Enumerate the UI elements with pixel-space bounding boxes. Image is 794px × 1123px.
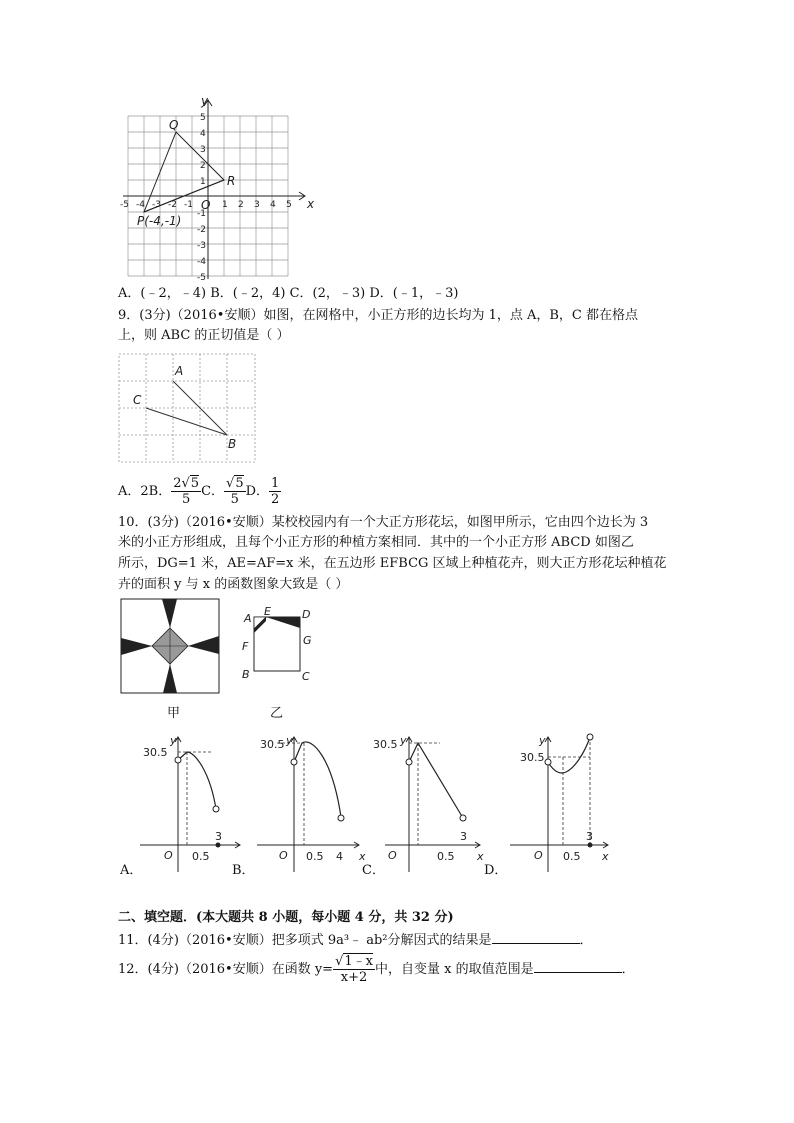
q9-option-d-fraction: $\frac{1}{2}$ — [271, 476, 280, 507]
q10-option-b: B． — [232, 863, 255, 878]
graph-label-05: 0.5 — [192, 850, 210, 863]
vertex-label-g: G — [303, 634, 312, 647]
x-tick: 5 — [286, 200, 292, 210]
q12-end: ． — [621, 962, 635, 977]
q10-option-d: D． — [484, 863, 508, 878]
graph-label-x: x — [602, 850, 609, 863]
x-tick: -3 — [152, 200, 161, 210]
q9-option-c-label: C． — [201, 484, 225, 499]
vertex-label-c: C — [302, 670, 310, 683]
q10-line3: 所示，DG=1 米，AE=AF=x 米，在五边形 EFBCG 区域上种植花卉，则大正方形花坛种植花 — [118, 556, 667, 571]
graph-label-o: O — [388, 849, 397, 862]
x-tick: 1 — [222, 200, 228, 210]
q9-grid-figure — [118, 352, 258, 462]
q8-coordinate-figure — [115, 94, 315, 283]
graph-label-305: 30.5 — [143, 746, 168, 759]
q12-rest: 中，自变量 x 的取值范围是 — [374, 962, 534, 977]
point-label-c: C — [133, 393, 142, 407]
q9-options — [118, 472, 281, 512]
graph-label-305: 30.5 — [260, 738, 285, 751]
graph-label-3: 3 — [215, 830, 222, 843]
graph-label-3: 3 — [586, 830, 593, 843]
q12 — [118, 953, 635, 987]
q9-option-a: A．2B． — [118, 484, 172, 499]
q10-figure-jia — [120, 598, 220, 694]
point-label-q: Q — [169, 118, 179, 132]
graph-label-y: y — [286, 734, 293, 747]
axis-label-y: y — [201, 94, 209, 108]
q10-graph-a — [140, 732, 260, 872]
vertex-label-a: A — [244, 612, 252, 625]
q12-answer-blank[interactable] — [534, 959, 622, 973]
graph-label-x: x — [477, 850, 484, 863]
graph-label-305: 30.5 — [520, 751, 545, 764]
graph-label-4: 4 — [336, 850, 343, 863]
graph-label-o: O — [164, 849, 173, 862]
y-tick: 5 — [200, 113, 206, 123]
q10-graph-b — [257, 732, 377, 872]
q9-option-d-label: D． — [245, 484, 270, 499]
y-tick: 4 — [200, 129, 206, 139]
q11-text: 11．(4分)（2016•安顺）把多项式 9a³﹣ ab²分解因式的结果是 — [118, 933, 492, 948]
x-tick: -2 — [168, 200, 177, 210]
graph-label-05: 0.5 — [306, 850, 324, 863]
q9-line1: 9．(3分)（2016•安顺）如图，在网格中，小正方形的边长均为 1，点 A，B，C 都在格点 — [118, 308, 638, 323]
graph-label-05: 0.5 — [437, 850, 455, 863]
caption-yi: 乙 — [270, 706, 284, 721]
axis-label-x: x — [307, 197, 315, 211]
point-label-a: A — [175, 364, 184, 378]
y-tick: -1 — [197, 209, 206, 219]
section-heading: 二、填空题．(本大题共 8 小题，每小题 4 分，共 32 分) — [118, 910, 454, 925]
graph-label-305: 30.5 — [373, 738, 398, 751]
q11-end: ． — [579, 933, 593, 948]
q10-option-a: A． — [120, 863, 143, 878]
y-tick: -3 — [197, 241, 206, 251]
q9-option-c-fraction: $\frac{√5}{5}$ — [226, 476, 244, 507]
x-tick: 4 — [270, 200, 276, 210]
q10-line2: 米的小正方形组成，且每个小正方形的种植方案相同．其中的一个小正方形 ABCD 如图乙 — [118, 535, 634, 550]
y-tick: -4 — [197, 257, 206, 267]
y-tick: -2 — [197, 225, 206, 235]
graph-label-x: x — [359, 850, 366, 863]
vertex-label-e: E — [264, 605, 271, 618]
q12-fraction: $\frac{√1﹣x}{x+2}$ — [335, 954, 373, 985]
y-tick: 3 — [200, 145, 206, 155]
x-tick: 3 — [254, 200, 260, 210]
q10-line1: 10．(3分)（2016•安顺）某校校园内有一个大正方形花坛，如图甲所示，它由四个边长为 3 — [118, 515, 649, 530]
x-tick: -4 — [136, 200, 145, 210]
q10-figure-yi — [240, 606, 320, 688]
point-label-p: P(-4,-1) — [137, 214, 182, 228]
q10-option-c: C． — [362, 863, 385, 878]
graph-label-05: 0.5 — [563, 850, 581, 863]
q12-text: 12．(4分)（2016•安顺）在函数 y= — [118, 962, 334, 977]
q9-line2: 上，则 ABC 的正切值是（ ） — [118, 328, 290, 343]
origin-label: O — [201, 198, 211, 212]
vertex-label-f: F — [242, 640, 249, 653]
q10-graph-c — [373, 732, 505, 872]
point-label-b: B — [228, 437, 237, 451]
graph-label-y: y — [400, 734, 407, 747]
x-tick: 2 — [238, 200, 244, 210]
q11-answer-blank[interactable] — [492, 930, 580, 944]
point-label-r: R — [227, 174, 236, 188]
q11 — [118, 930, 593, 950]
y-tick: 2 — [200, 161, 206, 171]
q10-line4: 卉的面积 y 与 x 的函数图象大致是（ ） — [118, 577, 349, 592]
q10-graph-d — [510, 732, 630, 872]
graph-label-y: y — [539, 734, 546, 747]
y-tick: -5 — [197, 273, 206, 283]
q8-options: A．(﹣2，﹣4) B．(﹣2，4) C．(2，﹣3) D．(﹣1，﹣3) — [118, 286, 459, 301]
x-tick: -5 — [120, 200, 129, 210]
graph-label-y: y — [170, 734, 177, 747]
graph-label-3: 3 — [460, 830, 467, 843]
x-tick: -1 — [184, 200, 193, 210]
graph-label-o: O — [534, 849, 543, 862]
caption-jia: 甲 — [167, 706, 181, 721]
q9-option-b-fraction: $\frac{2√5}{5}$ — [173, 476, 200, 507]
y-tick: 1 — [200, 177, 206, 187]
vertex-label-b: B — [242, 668, 250, 681]
graph-label-o: O — [279, 849, 288, 862]
vertex-label-d: D — [302, 608, 311, 621]
